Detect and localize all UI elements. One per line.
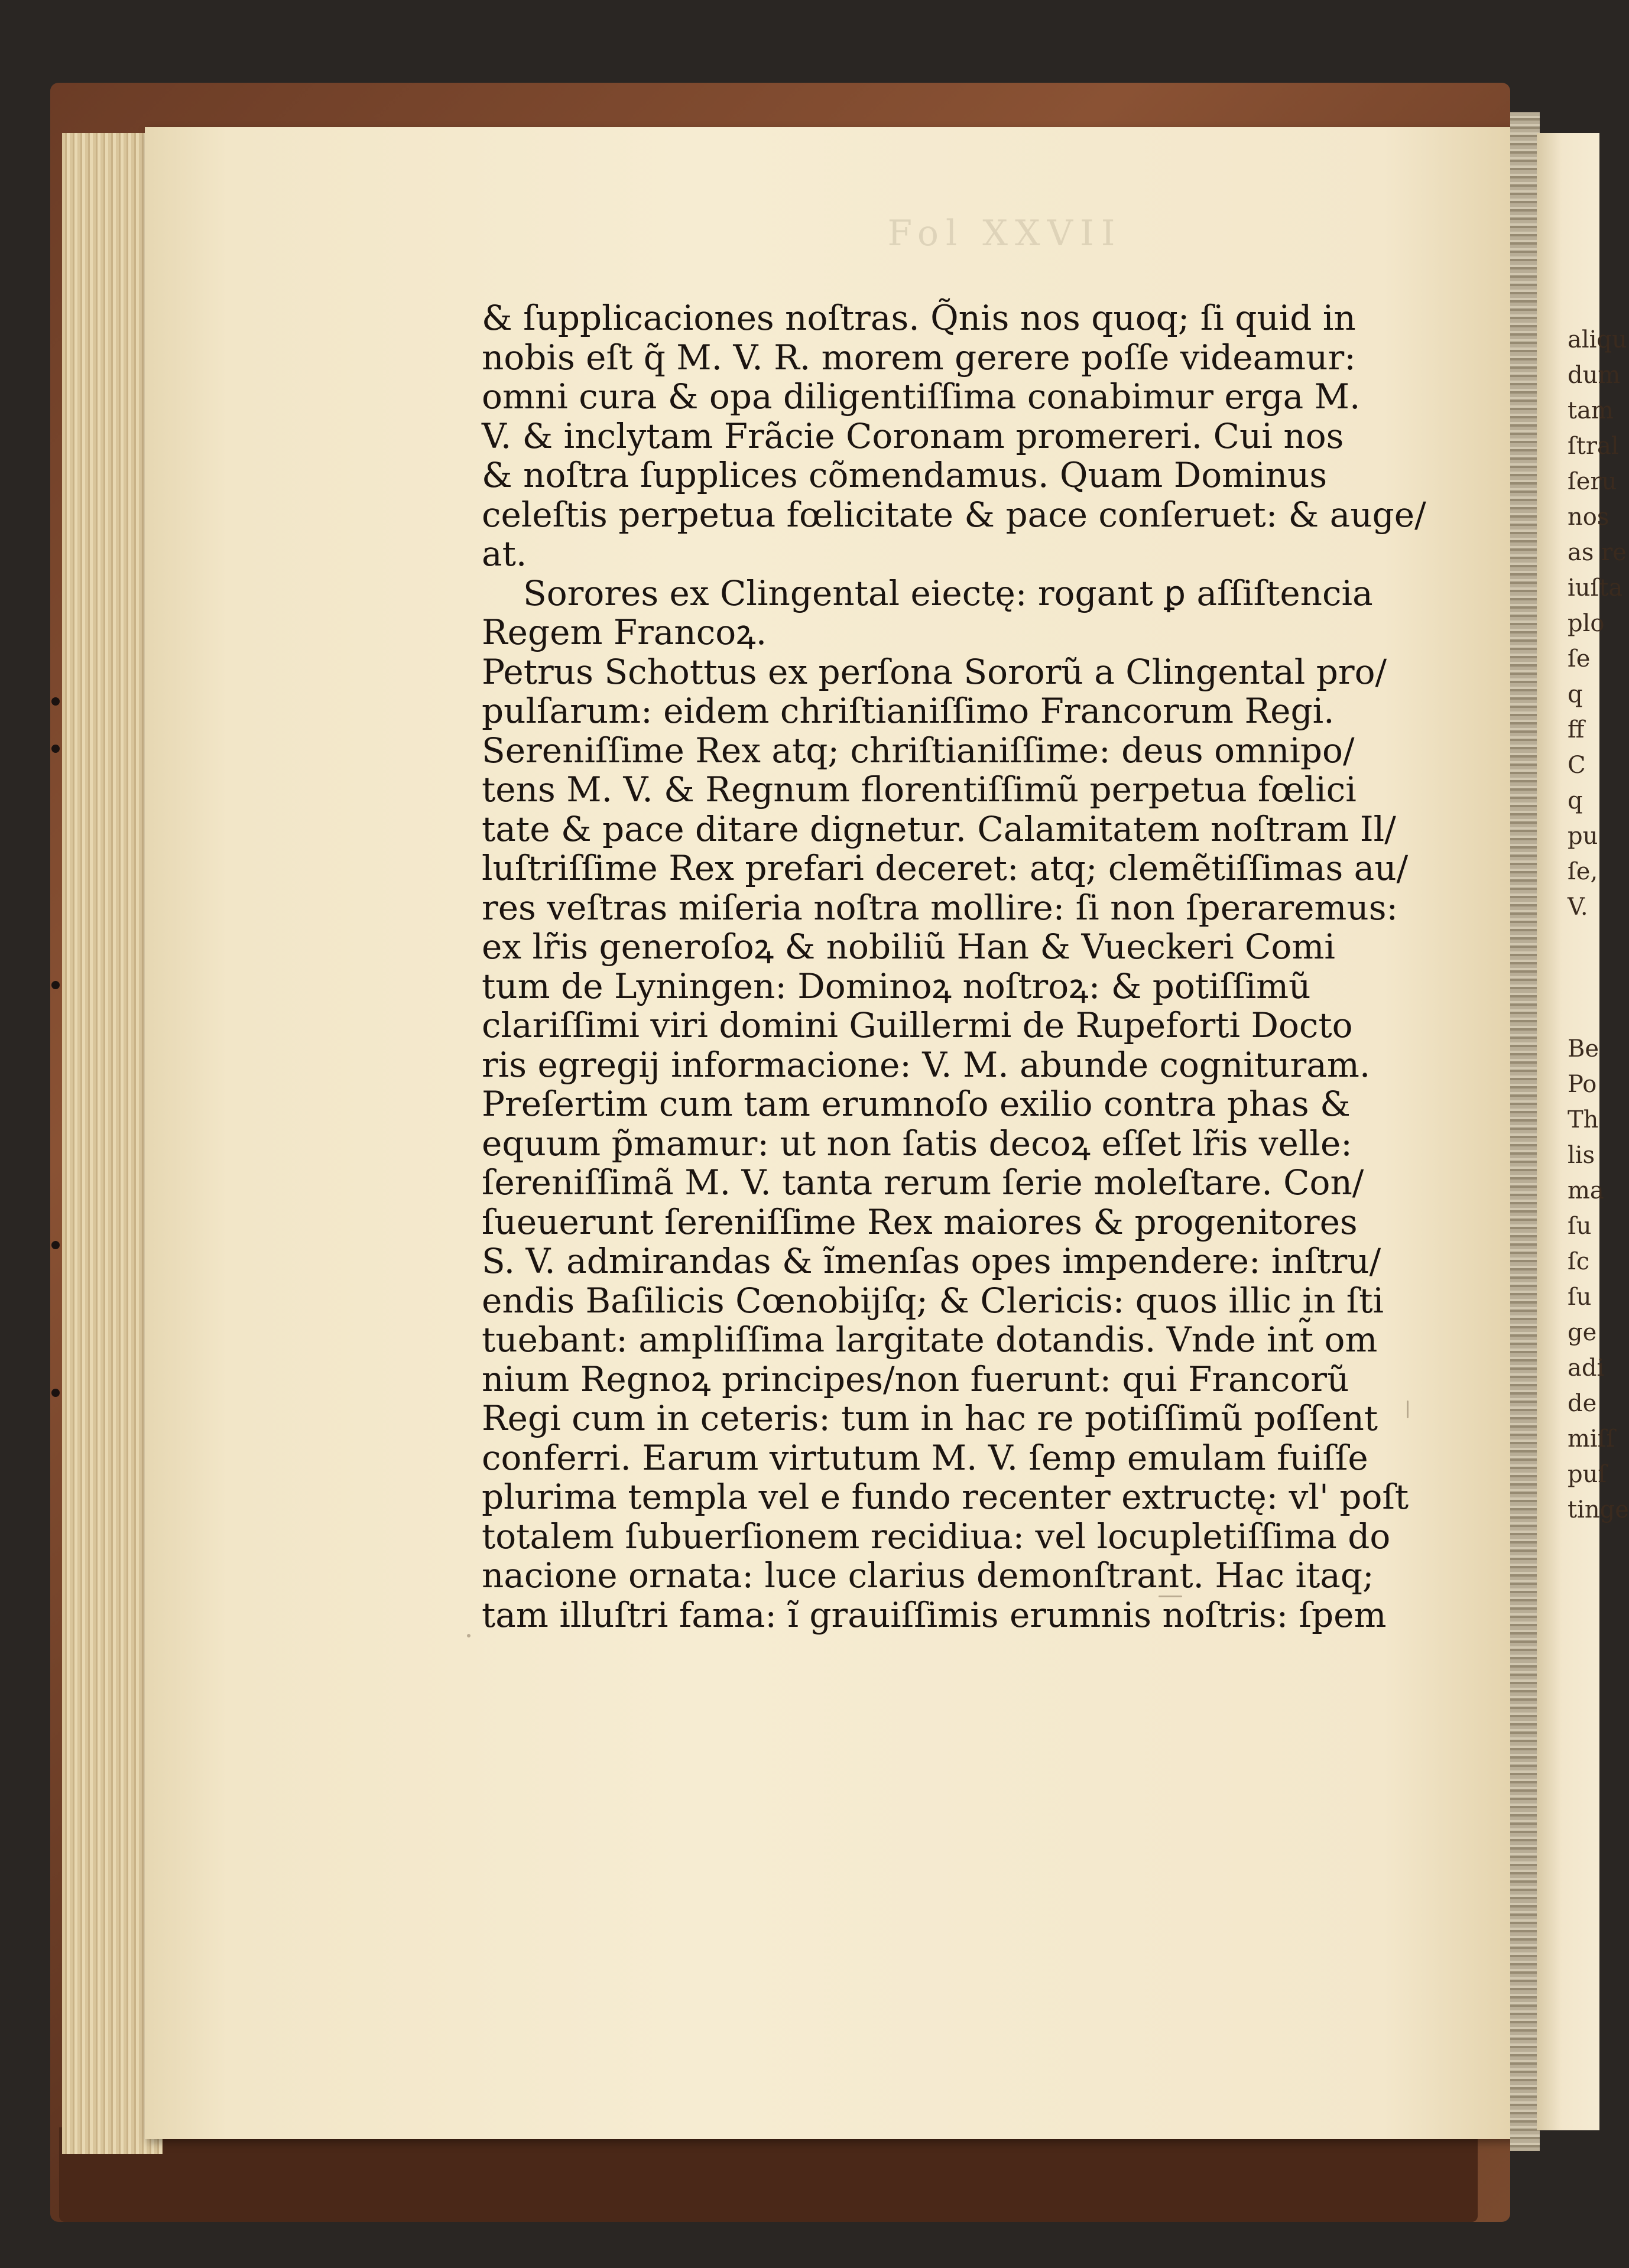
text-line: celeſtis perpetua fœlicitate & pace conſeruet: & auge/ xyxy=(482,494,1426,535)
text-line: Regem Francoꝝ. xyxy=(482,612,767,652)
facing-fragment xyxy=(1568,925,1599,960)
text-line: nobis eſt q̃ M. V. R. morem gerere poſſe videamur: xyxy=(482,337,1356,378)
facing-fragment: miſſ xyxy=(1568,1425,1615,1453)
text-line: & noſtra ſupplices cõmendamus. Quam Dominus xyxy=(482,455,1328,495)
facing-fragment: puſ xyxy=(1568,1461,1607,1488)
running-head-faded: Fol XXVII xyxy=(887,213,1122,254)
text-line: endis Baſilicis Cœnobijſq; & Clericis: quos illic in ſti xyxy=(482,1280,1384,1321)
text-line: luſtriſſime Rex prefari deceret: atq; clemẽtiſſimas au/ xyxy=(482,848,1409,888)
facing-fragment: adi xyxy=(1568,1354,1605,1382)
facing-fragment: ſeru xyxy=(1568,468,1617,495)
text-line: omni cura & opa diligentiſſima conabimur erga M. xyxy=(482,376,1361,417)
facing-fragment: plo xyxy=(1568,610,1605,637)
cover-lower-edge xyxy=(59,2127,1478,2222)
text-line: nium Regnoꝝ principes/non fuerunt: qui Francorũ xyxy=(482,1359,1349,1399)
facing-fragment: as re xyxy=(1568,539,1627,566)
facing-fragment: ſu xyxy=(1568,1213,1592,1240)
text-line: Sorores ex Clingental eiectę: rogant ꝑ aſſiſtencia xyxy=(523,573,1373,613)
facing-fragment: Th xyxy=(1568,1106,1599,1133)
text-line: conferri. Earum virtutum M. V. ſemp emulam fuiſſe xyxy=(482,1437,1368,1478)
text-line: tuebant: ampliſſima largitate dotandis. Vnde int̃ om xyxy=(482,1320,1378,1360)
text-line: res veſtras miſeria noſtra mollire: ſi non ſperaremus: xyxy=(482,887,1398,928)
text-line: tate & pace ditare dignetur. Calamitatem noſtram Il/ xyxy=(482,808,1396,849)
facing-fragment: ſu xyxy=(1568,1284,1592,1311)
facing-page-edge xyxy=(1537,133,1629,2130)
printed-text-block xyxy=(482,298,1426,1635)
facing-fragment: Be xyxy=(1568,1035,1599,1062)
text-line: totalem ſubuerſionem recidiua: vel locupletiſſima do xyxy=(482,1516,1391,1557)
text-line: Sereniſſime Rex atq; chriſtianiſſime: deus omnipo/ xyxy=(482,730,1355,771)
text-line: ſueuerunt ſereniſſime Rex maiores & progenitores xyxy=(482,1201,1358,1242)
facing-fragment: ſc xyxy=(1568,1248,1590,1275)
text-line: ſereniſſimã M. V. tanta rerum ſerie moleſtare. Con/ xyxy=(482,1162,1364,1203)
facing-fragment: Po xyxy=(1568,1071,1597,1098)
text-line: Regi cum in ceteris: tum in hac re potiſſimũ poſſent xyxy=(482,1398,1378,1438)
facing-fragment: pu xyxy=(1568,823,1598,850)
text-line: tens M. V. & Regnum florentiſſimũ perpetua fœlici xyxy=(482,769,1357,810)
facing-fragment: tinge xyxy=(1568,1496,1629,1523)
text-line: equum p̃mamur: ut non ſatis decoꝝ eſſet lr̃is velle: xyxy=(482,1123,1352,1164)
facing-fragment: q xyxy=(1568,681,1583,708)
book-gutter-binding xyxy=(1510,112,1540,2151)
facing-fragment: ſe xyxy=(1568,645,1591,672)
text-line: pulſarum: eidem chriſtianiſſimo Francorum Regi. xyxy=(482,691,1335,731)
facing-fragment: ma xyxy=(1568,1177,1604,1204)
text-line: & ſupplicaciones noſtras. Q̃nis nos quoq; ſi quid in xyxy=(482,298,1356,338)
facing-fragment: nos xyxy=(1568,503,1609,531)
facing-page-text-fragments xyxy=(1537,133,1629,1528)
text-line: ex lr̃is generoſoꝝ & nobiliũ Han & Vueckeri Comi xyxy=(482,927,1335,967)
text-line: ris egregij informacione: V. M. abunde cognituram. xyxy=(482,1044,1371,1085)
text-line: tam illuſtri fama: ĩ grauiſſimis erumnis noſtris: ſpem xyxy=(482,1594,1387,1635)
text-line: tum de Lyningen: Dominoꝝ noſtroꝝ: & potiſſimũ xyxy=(482,966,1311,1006)
text-line: clariſſimi viri domini Guillermi de Rupeforti Docto xyxy=(482,1005,1353,1045)
facing-fragment: iuſta xyxy=(1568,574,1623,602)
facing-fragment: ff xyxy=(1568,716,1585,743)
facing-fragment: ge xyxy=(1568,1319,1597,1346)
facing-fragment: tam xyxy=(1568,397,1614,424)
facing-fragment: dum xyxy=(1568,362,1621,389)
text-line: nacione ornata: luce clarius demonſtrant. Hac itaq; xyxy=(482,1555,1374,1596)
facing-fragment: aliqu xyxy=(1568,326,1627,353)
text-line: Petrus Schottus ex perſona Sororũ a Clingental pro/ xyxy=(482,651,1387,692)
facing-fragment: de xyxy=(1568,1390,1597,1417)
facing-fragment: q xyxy=(1568,787,1583,814)
facing-fragment xyxy=(1568,960,1599,996)
text-line: at. xyxy=(482,534,527,574)
facing-fragment: C xyxy=(1568,752,1586,779)
facing-fragment xyxy=(1568,996,1599,1031)
facing-fragment: ſtral xyxy=(1568,433,1619,460)
facing-fragment: lis xyxy=(1568,1142,1595,1169)
text-line: S. V. admirandas & ĩmenſas opes impendere: inſtru/ xyxy=(482,1241,1381,1281)
text-line: plurima templa vel e fundo recenter extructę: vl' poſt xyxy=(482,1477,1409,1517)
facing-fragment: V. xyxy=(1568,893,1588,921)
text-line: Preſertim cum tam erumnoſo exilio contra phas & xyxy=(482,1084,1351,1124)
facing-fragment: ſe, xyxy=(1568,858,1598,885)
text-line: V. & inclytam Frãcie Coronam promereri. Cui nos xyxy=(482,415,1344,456)
